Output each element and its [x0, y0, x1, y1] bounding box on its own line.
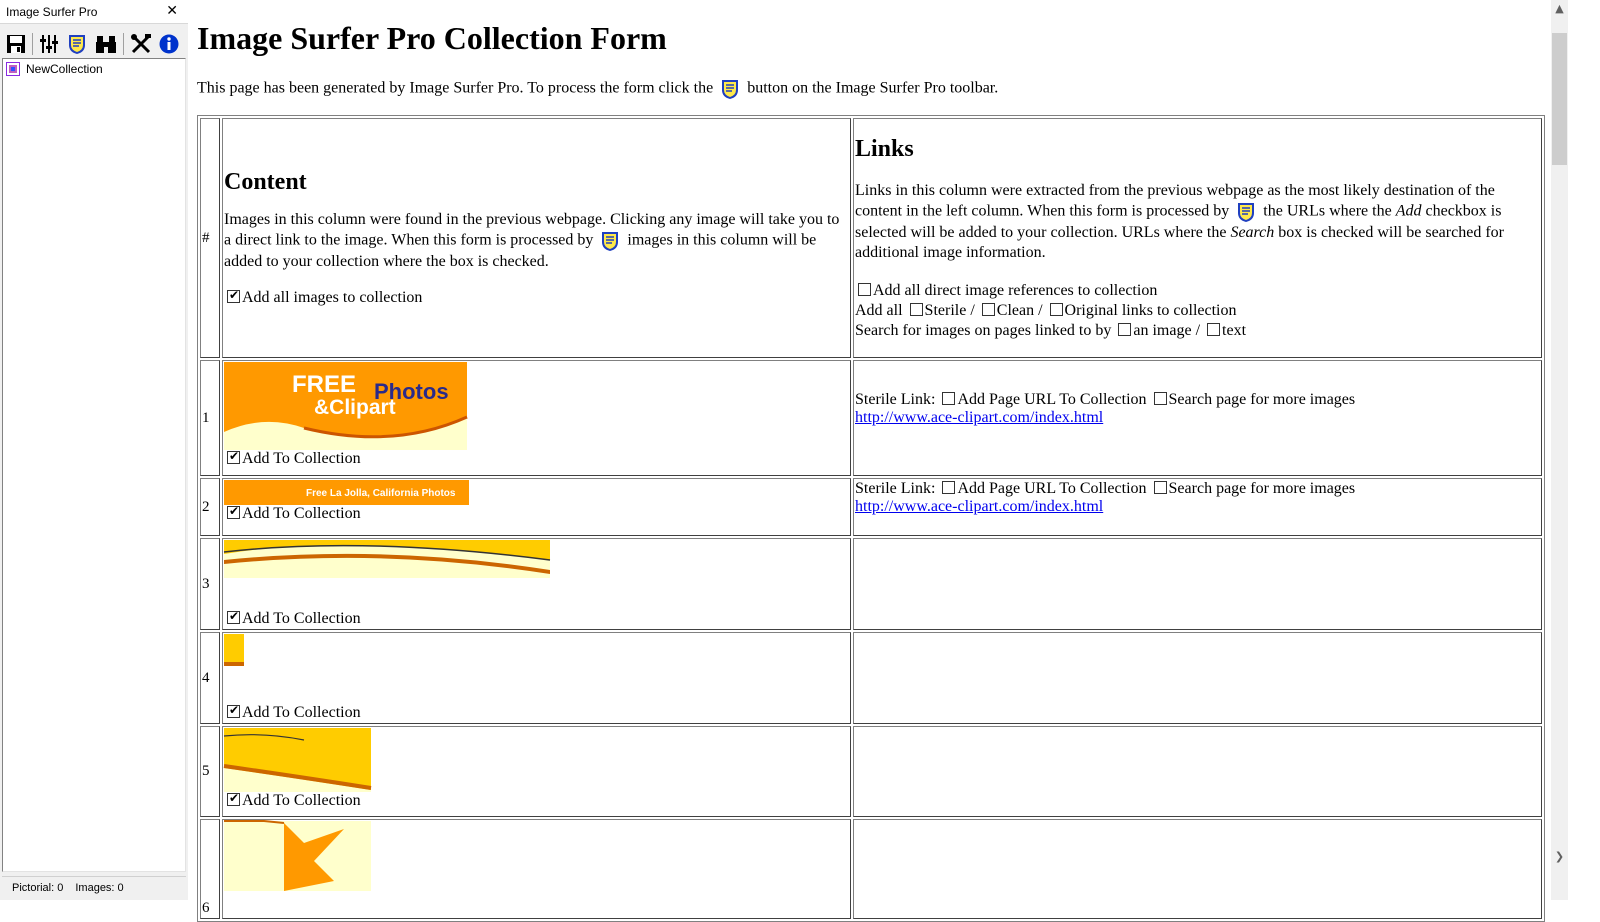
row-number: 1	[200, 360, 220, 476]
info-icon[interactable]	[157, 32, 181, 56]
add-to-collection-row: ✔Add To Collection	[224, 610, 849, 628]
content-header-cell	[222, 118, 851, 358]
add-all-images-checkbox[interactable]	[227, 290, 240, 303]
collection-form-table	[197, 115, 1545, 922]
search-page-checkbox[interactable]	[1154, 481, 1167, 494]
table-row	[200, 360, 1542, 476]
content-cell	[222, 478, 851, 536]
svg-text:FREE: FREE	[292, 371, 357, 398]
scroll-up-icon[interactable]: ▲	[1555, 2, 1564, 15]
table-header-row	[200, 118, 1542, 358]
svg-text:&Clipart: &Clipart	[314, 396, 396, 419]
sterile-link-url[interactable]: http://www.ace-clipart.com/index.html	[855, 409, 1104, 426]
links-cell	[853, 632, 1542, 724]
content-description: Images in this column were found in the previous webpage. Clicking any image will take you to a direct link to the image. When this form is processed by images in this column will be added to your collection where the box is checked.	[224, 211, 840, 270]
process-shield-icon[interactable]	[65, 32, 89, 56]
close-icon[interactable]: ✕	[166, 2, 178, 18]
links-description: Links in this column were extracted from the previous webpage as the most likely destination of the content in the left column. When this form is processed by the URLs where the Add checkbox is selected will be added to your collection. URLs where the Search box is checked will be searched for additional image information.	[855, 181, 1504, 261]
row-number: 3	[200, 538, 220, 630]
content-cell	[222, 819, 851, 919]
content-cell	[222, 360, 851, 476]
scroll-down-icon[interactable]: ❯	[1554, 850, 1565, 863]
add-to-collection-checkbox[interactable]	[227, 705, 240, 718]
add-to-collection-checkbox[interactable]	[227, 611, 240, 624]
add-to-collection-row: ✔Add To Collection	[224, 704, 849, 722]
add-to-collection-checkbox[interactable]	[227, 793, 240, 806]
web-page	[190, 0, 1551, 916]
table-row	[200, 478, 1542, 536]
search-by-image-checkbox[interactable]	[1118, 323, 1131, 336]
orange-swoosh-small-image[interactable]	[224, 728, 371, 792]
tree-item-label: NewCollection	[26, 62, 103, 76]
scrollbar-thumb[interactable]	[1552, 33, 1567, 165]
orange-swoosh-wide-image[interactable]	[224, 540, 550, 578]
add-all-images-label: Add all images to collection	[242, 289, 423, 306]
pictorial-count: Pictorial: 0	[12, 881, 64, 894]
add-to-collection-row: ✔Add To Collection	[224, 450, 849, 468]
row-number: 6	[200, 819, 220, 919]
search-by-text-checkbox[interactable]	[1207, 323, 1220, 336]
intro-after: button on the Image Surfer Pro toolbar.	[747, 79, 999, 97]
links-header-cell	[853, 118, 1542, 358]
table-row	[200, 819, 1542, 919]
add-to-collection-checkbox[interactable]	[227, 451, 240, 464]
clean-checkbox[interactable]	[982, 303, 995, 316]
sidebar-title-bar	[0, 0, 188, 24]
links-cell	[853, 819, 1542, 919]
orange-arrow-image[interactable]	[224, 821, 371, 891]
add-to-collection-checkbox[interactable]	[227, 506, 240, 519]
search-page-checkbox[interactable]	[1154, 392, 1167, 405]
content-cell	[222, 538, 851, 630]
settings-sliders-icon[interactable]	[37, 32, 61, 56]
add-all-images-row	[224, 289, 849, 307]
links-options: Add all direct image references to collection Add all Sterile / Clean / Original links to collection Search for images on pages linked to by an image / text	[855, 281, 1247, 339]
la-jolla-banner-image[interactable]	[224, 480, 469, 505]
add-page-url-checkbox[interactable]	[942, 392, 955, 405]
page-title: Image Surfer Pro Collection Form	[197, 20, 667, 56]
sterile-checkbox[interactable]	[910, 303, 923, 316]
tree-item-newcollection[interactable]	[6, 61, 103, 77]
links-cell: Sterile Link: Add Page URL To Collection Search page for more images http://www.ace-clipart.com/index.html	[853, 360, 1542, 476]
table-row	[200, 538, 1542, 630]
process-shield-icon	[720, 78, 740, 100]
sidebar-panel	[0, 0, 188, 900]
row-number: 4	[200, 632, 220, 724]
add-to-collection-row: ✔Add To Collection	[224, 505, 849, 523]
tools-icon[interactable]	[129, 32, 153, 56]
binoculars-icon[interactable]	[94, 32, 118, 56]
svg-text:Free La Jolla, California Phot: Free La Jolla, California Photos	[306, 488, 456, 499]
table-row	[200, 726, 1542, 817]
links-heading: Links	[855, 135, 914, 162]
process-shield-icon	[600, 230, 620, 252]
images-count: Images: 0	[75, 881, 124, 894]
sidebar-toolbar	[2, 30, 186, 58]
vertical-scrollbar[interactable]	[1551, 0, 1568, 900]
links-cell	[853, 538, 1542, 630]
links-cell: Sterile Link: Add Page URL To Collection Search page for more images http://www.ace-clipart.com/index.html	[853, 478, 1542, 536]
collection-icon	[6, 62, 20, 76]
row-number: 2	[200, 478, 220, 536]
intro-text	[197, 78, 998, 100]
sterile-link-url[interactable]: http://www.ace-clipart.com/index.html	[855, 498, 1104, 515]
svg-text:Photos: Photos	[374, 379, 449, 404]
add-all-direct-checkbox[interactable]	[858, 283, 871, 296]
row-number: 5	[200, 726, 220, 817]
add-to-collection-row: ✔Add To Collection	[224, 792, 849, 810]
sidebar-title: Image Surfer Pro	[6, 5, 98, 19]
content-cell	[222, 726, 851, 817]
original-checkbox[interactable]	[1050, 303, 1063, 316]
intro-before: This page has been generated by Image Surfer Pro. To process the form click the	[197, 79, 714, 97]
process-shield-icon	[1236, 201, 1256, 223]
save-icon[interactable]	[4, 32, 28, 56]
header-num: #	[200, 118, 220, 358]
free-photos-clipart-image[interactable]	[224, 362, 467, 450]
content-cell	[222, 632, 851, 724]
table-row	[200, 632, 1542, 724]
status-bar	[2, 876, 186, 898]
collection-tree[interactable]	[2, 58, 186, 872]
content-heading: Content	[224, 169, 307, 195]
add-page-url-checkbox[interactable]	[942, 481, 955, 494]
links-cell	[853, 726, 1542, 817]
orange-sliver-image[interactable]	[224, 634, 244, 672]
